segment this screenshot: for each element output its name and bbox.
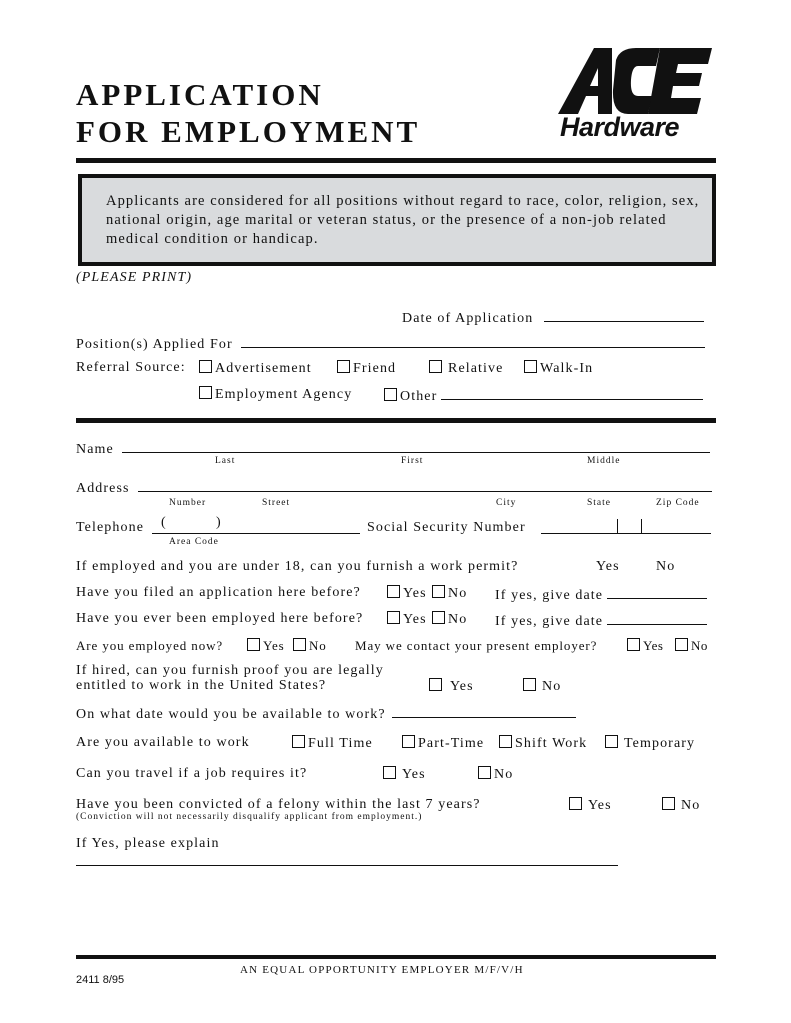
temporary-checkbox[interactable]: [605, 735, 618, 748]
under18-no[interactable]: No: [656, 559, 676, 574]
available-date-question: On what date would you be available to work?: [76, 707, 386, 722]
telephone-field[interactable]: [152, 520, 360, 534]
employed-before-question: Have you ever been employed here before?: [76, 611, 364, 626]
shift-work-checkbox[interactable]: [499, 735, 512, 748]
felony-question: Have you been convicted of a felony within the last 7 years?: [76, 797, 481, 812]
ssn-field[interactable]: [541, 520, 711, 534]
filed-before-no-checkbox[interactable]: [432, 585, 445, 598]
walk-in-checkbox[interactable]: [524, 360, 537, 373]
date-of-application-row: [402, 308, 704, 327]
name-label: Name: [76, 442, 114, 457]
address-row: [76, 478, 712, 497]
legal-no[interactable]: No: [523, 678, 561, 695]
logo-hardware-text: Hardware: [560, 112, 680, 142]
available-date-field[interactable]: [392, 704, 576, 718]
equal-opportunity-notice: [78, 174, 716, 266]
other-checkbox[interactable]: [384, 388, 397, 401]
address-city-caption: City: [496, 498, 517, 508]
under18-yes[interactable]: Yes: [596, 559, 620, 574]
address-label: Address: [76, 481, 130, 496]
filed-before-question: Have you filed an application here before?: [76, 585, 361, 600]
employed-before-no[interactable]: No: [432, 611, 467, 628]
footer-divider: [76, 955, 716, 959]
filed-before-date-field[interactable]: [607, 585, 707, 599]
ssn-separator-2: [641, 519, 642, 534]
employed-before-yes-checkbox[interactable]: [387, 611, 400, 624]
referral-relative[interactable]: Relative: [429, 360, 503, 377]
employed-before-yes[interactable]: Yes: [387, 611, 427, 628]
position-field[interactable]: [241, 334, 705, 348]
legal-question-line2: entitled to work in the United States?: [76, 678, 327, 693]
contact-employer-yes-checkbox[interactable]: [627, 638, 640, 651]
under18-question: If employed and you are under 18, can you furnish a work permit?: [76, 559, 519, 574]
employed-now-no[interactable]: No: [293, 638, 327, 654]
legal-question-line1: If hired, can you furnish proof you are legally: [76, 663, 384, 678]
friend-checkbox[interactable]: [337, 360, 350, 373]
ssn-separator-1: [617, 519, 618, 534]
equal-opportunity-footer: AN EQUAL OPPORTUNITY EMPLOYER M/F/V/H: [240, 964, 524, 976]
area-code-caption: Area Code: [169, 537, 219, 547]
employed-before-no-checkbox[interactable]: [432, 611, 445, 624]
work-temporary[interactable]: Temporary: [605, 735, 695, 752]
page-title-line1: APPLICATION: [76, 77, 324, 112]
filed-before-date: If yes, give date: [495, 585, 707, 604]
felony-yes[interactable]: Yes: [569, 797, 612, 814]
contact-employer-yes[interactable]: Yes: [627, 638, 663, 654]
felony-no[interactable]: No: [662, 797, 700, 814]
felony-no-checkbox[interactable]: [662, 797, 675, 810]
explain-field[interactable]: [76, 852, 618, 866]
area-code-open-paren: (: [161, 515, 167, 530]
date-of-application-field[interactable]: [544, 308, 704, 322]
form-code: 2411 8/95: [76, 974, 125, 986]
please-print-label: (PLEASE PRINT): [76, 270, 193, 285]
travel-yes-checkbox[interactable]: [383, 766, 396, 779]
contact-employer-no-checkbox[interactable]: [675, 638, 688, 651]
employed-now-yes-checkbox[interactable]: [247, 638, 260, 651]
contact-employer-no[interactable]: No: [675, 638, 708, 654]
travel-yes[interactable]: Yes: [383, 766, 426, 783]
ssn-label: Social Security Number: [367, 520, 526, 535]
section-divider: [76, 418, 716, 423]
legal-yes[interactable]: Yes: [429, 678, 474, 695]
referral-walk-in[interactable]: Walk-In: [524, 360, 593, 377]
travel-no[interactable]: No: [478, 766, 513, 783]
explain-label: If Yes, please explain: [76, 836, 220, 851]
employed-now-no-checkbox[interactable]: [293, 638, 306, 651]
header-divider: [76, 158, 716, 163]
notice-text: Applicants are considered for all positions without regard to race, color, religion, sex, national origin, age marital or veteran status, or the presence of a non-job related medical condition or handicap.: [106, 193, 700, 247]
page-title-line2: FOR EMPLOYMENT: [76, 114, 421, 149]
address-street-caption: Street: [262, 498, 291, 508]
employed-before-date-field[interactable]: [607, 611, 707, 625]
work-shift-work[interactable]: Shift Work: [499, 735, 587, 752]
filed-before-yes-checkbox[interactable]: [387, 585, 400, 598]
available-date-row: [76, 704, 576, 723]
name-field[interactable]: [122, 439, 710, 453]
filed-before-no[interactable]: No: [432, 585, 467, 602]
telephone-label: Telephone: [76, 520, 145, 535]
advertisement-checkbox[interactable]: [199, 360, 212, 373]
address-zip-caption: Zip Code: [656, 498, 700, 508]
felony-note: (Conviction will not necessarily disqualify applicant from employment.): [76, 812, 423, 822]
filed-before-yes[interactable]: Yes: [387, 585, 427, 602]
available-work-question: Are you available to work: [76, 735, 250, 750]
employed-before-date: If yes, give date: [495, 611, 707, 630]
address-state-caption: State: [587, 498, 611, 508]
legal-no-checkbox[interactable]: [523, 678, 536, 691]
travel-no-checkbox[interactable]: [478, 766, 491, 779]
felony-yes-checkbox[interactable]: [569, 797, 582, 810]
name-last-caption: Last: [215, 456, 236, 466]
address-number-caption: Number: [169, 498, 207, 508]
employed-now-question: Are you employed now?: [76, 638, 224, 653]
legal-yes-checkbox[interactable]: [429, 678, 442, 691]
contact-employer-question: May we contact your present employer?: [355, 638, 598, 653]
referral-other[interactable]: Other: [384, 386, 703, 405]
referral-label: Referral Source:: [76, 360, 186, 375]
other-field[interactable]: [441, 386, 703, 400]
employed-now-yes[interactable]: Yes: [247, 638, 285, 654]
address-field[interactable]: [138, 478, 712, 492]
work-part-time[interactable]: Part-Time: [402, 735, 484, 752]
position-label: Position(s) Applied For: [76, 337, 233, 352]
relative-checkbox[interactable]: [429, 360, 442, 373]
employment-agency-checkbox[interactable]: [199, 386, 212, 399]
name-middle-caption: Middle: [587, 456, 621, 466]
name-first-caption: First: [401, 456, 424, 466]
ace-hardware-logo: [556, 46, 714, 146]
referral-friend[interactable]: Friend: [337, 360, 396, 377]
work-full-time[interactable]: Full Time: [292, 735, 373, 752]
date-of-application-label: Date of Application: [402, 311, 534, 326]
travel-question: Can you travel if a job requires it?: [76, 766, 308, 781]
full-time-checkbox[interactable]: [292, 735, 305, 748]
part-time-checkbox[interactable]: [402, 735, 415, 748]
position-row: [76, 334, 705, 353]
referral-employment-agency[interactable]: Employment Agency: [199, 386, 352, 403]
referral-advertisement[interactable]: Advertisement: [199, 360, 312, 377]
area-code-close-paren: ): [216, 515, 222, 530]
